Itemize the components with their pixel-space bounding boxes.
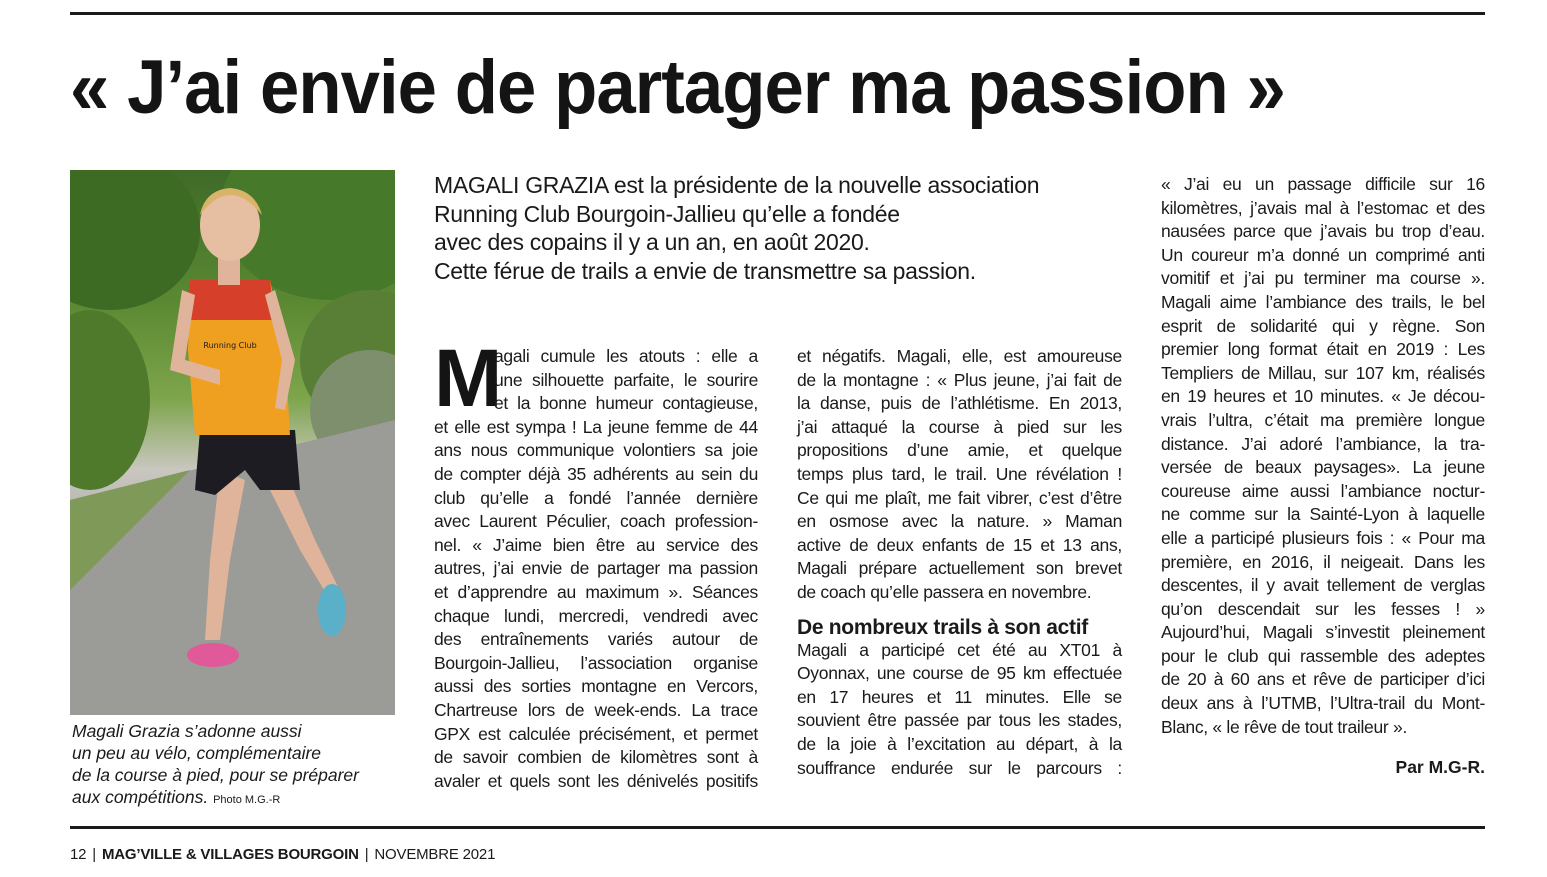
body-line: esprit de solidarité qui y règne. Son bbox=[1161, 315, 1485, 336]
body-line: GPX est calculée précisément, et permet bbox=[434, 723, 758, 744]
body-line: Templiers de Millau, sur 107 km, réalisés bbox=[1161, 362, 1485, 383]
body-line: Magali a participé cet été au XT01 à bbox=[797, 639, 1122, 660]
body-line: ans nous communique volontiers sa joie bbox=[434, 440, 758, 461]
body-line: et la bonne humeur contagieuse, bbox=[494, 393, 758, 414]
body-line: de coach qu’elle passera en novembre. bbox=[797, 581, 1092, 602]
body-line: vomitif et j’ai pu terminer ma course ». bbox=[1161, 268, 1485, 289]
body-line: avec Laurent Péculier, coach profession- bbox=[434, 511, 758, 532]
lede-line: MAGALI GRAZIA est la présidente de la nouvelle association bbox=[434, 172, 1040, 198]
body-line: de compter déjà 35 adhérents au sein du bbox=[434, 463, 758, 484]
article-headline: « J’ai envie de partager ma passion » bbox=[70, 45, 1285, 130]
top-rule bbox=[70, 12, 1485, 15]
body-line: Blanc, « le rêve de tout traileur ». bbox=[1161, 716, 1408, 737]
body-line: deux ans à l’UTMB, l’Ultra-trail du Mont- bbox=[1161, 693, 1485, 714]
section-subhead: De nombreux trails à son actif bbox=[797, 615, 1088, 639]
photo-credit: Photo M.G.-R bbox=[213, 794, 281, 806]
body-line: propositions d’une amie, et quelque bbox=[797, 440, 1122, 461]
body-column-3 bbox=[1161, 173, 1485, 739]
runner-illustration bbox=[70, 170, 395, 715]
body-line: en 19 heures et 10 minutes. « Je décou- bbox=[1161, 386, 1485, 407]
body-line: club qu’elle a fondé l’année dernière bbox=[434, 487, 758, 508]
body-line: la danse, puis de l’athlétisme. En 2013, bbox=[797, 393, 1122, 414]
body-line: elle a participé plusieurs fois : « Pour ma bbox=[1161, 527, 1485, 548]
caption-line: un peu au vélo, complémentaire bbox=[72, 743, 322, 763]
body-column-2 bbox=[797, 345, 1122, 780]
body-line: Bourgoin-Jallieu, l’association organise bbox=[434, 652, 758, 673]
body-line: nel. « J’aime bien être au service des bbox=[434, 534, 758, 555]
page-number: 12 bbox=[70, 846, 87, 863]
footer-separator: | bbox=[92, 846, 96, 863]
footer-separator: | bbox=[364, 846, 369, 863]
body-line: active de deux enfants de 15 et 13 ans, bbox=[797, 534, 1122, 555]
caption-line bbox=[72, 786, 402, 811]
body-line: et d’apprendre au maximum ». Séances bbox=[434, 581, 758, 602]
body-line: Magali prépare actuellement son brevet bbox=[797, 558, 1122, 579]
body-line: j’ai attaqué la course à pied sur les bbox=[797, 416, 1122, 437]
lede-line: avec des copains il y a un an, en août 2020. bbox=[434, 229, 870, 255]
body-line: de la joie à l’excitation au départ, à la bbox=[797, 733, 1122, 754]
body-line: Oyonnax, une course de 95 km effectuée bbox=[797, 663, 1122, 684]
body-line: en 17 heures et 11 minutes. Elle se bbox=[797, 686, 1122, 707]
page-footer bbox=[70, 846, 495, 863]
body-line: avaler et quels sont les dénivelés positifs bbox=[434, 770, 758, 791]
body-line: de la montagne : « Plus jeune, j’ai fait de bbox=[797, 369, 1122, 390]
body-line: Aujourd’hui, Magali s’investit pleinement bbox=[1161, 622, 1485, 643]
body-line: premier long format était en 2019 : Les bbox=[1161, 339, 1485, 360]
body-line: agali cumule les atouts : elle a bbox=[494, 346, 758, 366]
body-line: de savoir combien de kilomètres sont à bbox=[434, 747, 758, 768]
caption-line: Magali Grazia s’adonne aussi bbox=[72, 721, 302, 741]
body-line: souffrance endurée sur le parcours : bbox=[797, 757, 1122, 778]
body-line: des entraînements variés autour de bbox=[434, 629, 758, 650]
caption-line: de la course à pied, pour se préparer bbox=[72, 765, 359, 785]
caption-line-text: aux compétitions. bbox=[72, 787, 209, 807]
lede-line: Running Club Bourgoin-Jallieu qu’elle a fondée bbox=[434, 200, 900, 227]
body-line: « J’ai eu un passage difficile sur 16 bbox=[1161, 174, 1485, 194]
body-line: Ce qui me plaît, me fait vibrer, c’est d’être bbox=[797, 487, 1122, 508]
body-line: aussi des sorties montagne en Vercors, bbox=[434, 676, 758, 697]
author-byline: Par M.G-R. bbox=[1395, 757, 1485, 777]
issue-date: NOVEMBRE 2021 bbox=[374, 846, 496, 863]
body-line: coureuse aime aussi l’ambiance noctur- bbox=[1161, 480, 1485, 501]
body-line: Chartreuse lors de week-ends. La trace bbox=[434, 699, 758, 720]
body-line: Magali aime l’ambiance des trails, le bel bbox=[1161, 291, 1485, 312]
body-line: qu’on descendait sur les fesses ! » bbox=[1161, 598, 1485, 619]
body-line: autres, j’ai envie de partager ma passion bbox=[434, 558, 758, 579]
magazine-name: MAG’VILLE & VILLAGES BOURGOIN bbox=[102, 846, 359, 863]
body-line: nausées parce que j’avais bu trop d’eau. bbox=[1161, 221, 1485, 242]
body-line: chaque lundi, mercredi, vendredi avec bbox=[434, 605, 758, 626]
body-line: temps plus tard, le trail. Une révélation ! bbox=[797, 463, 1122, 484]
body-line: et négatifs. Magali, elle, est amoureuse bbox=[797, 346, 1122, 366]
bottom-rule bbox=[70, 826, 1485, 829]
body-line: une silhouette parfaite, le sourire bbox=[494, 369, 758, 390]
photo-caption bbox=[72, 720, 402, 811]
body-line: Un coureur m’a donné un comprimé anti bbox=[1161, 244, 1485, 265]
body-line: souvient être passée par tous les stades, bbox=[797, 710, 1122, 731]
body-line: ne comme sur la Sainté-Lyon à laquelle bbox=[1161, 504, 1485, 525]
lede-line: Cette férue de trails a envie de transmettre sa passion. bbox=[434, 257, 976, 284]
jersey-text: Running Club bbox=[203, 341, 257, 350]
body-line: distance. J’ai adoré l’ambiance, la tra- bbox=[1161, 433, 1485, 454]
drop-cap: M bbox=[434, 333, 501, 424]
runner-photo bbox=[70, 170, 395, 715]
body-line: vrais l’ultra, c’était ma première longue bbox=[1161, 409, 1485, 430]
body-line: de 20 à 60 ans et rêve de participer d’ici bbox=[1161, 669, 1485, 690]
body-line: première, en 2016, il neigeait. Dans les bbox=[1161, 551, 1485, 572]
body-line: et elle est sympa ! La jeune femme de 44 bbox=[434, 416, 758, 437]
body-line: pour le club qui rassemble des adeptes bbox=[1161, 645, 1485, 666]
article-lede bbox=[434, 171, 1134, 285]
body-line: kilomètres, j’avais mal à l’estomac et des bbox=[1161, 197, 1485, 218]
body-line: descentes, il y avait tellement de verglas bbox=[1161, 575, 1485, 596]
body-line: en osmose avec la nature. » Maman bbox=[797, 511, 1122, 532]
body-line: versée de beaux paysages». La jeune bbox=[1161, 457, 1485, 478]
body-column-1 bbox=[434, 345, 758, 793]
